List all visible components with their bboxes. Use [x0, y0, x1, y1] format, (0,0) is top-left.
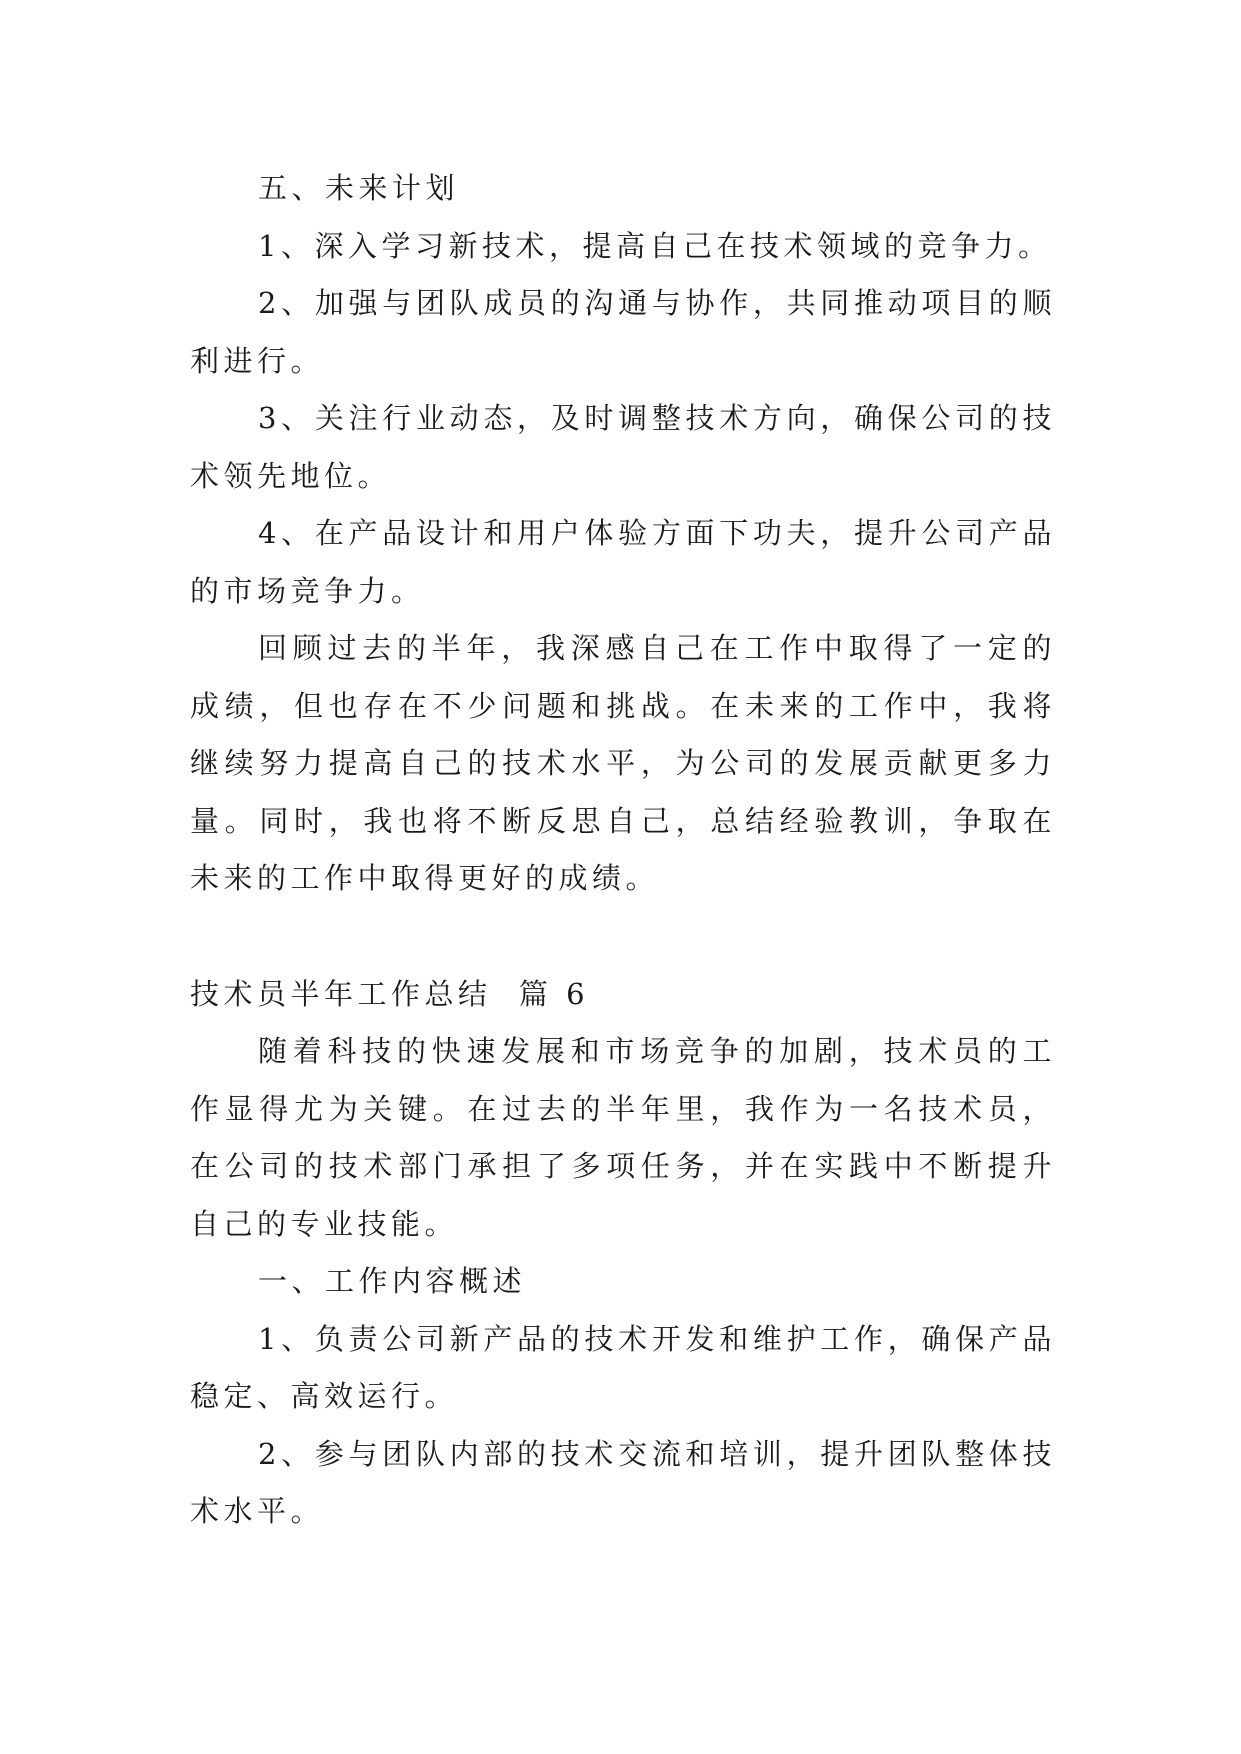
section-heading-future-plan: 五、未来计划 — [258, 171, 460, 205]
work-item-2: 2、参与团队内部的技术交流和培训，提升团队整体技术水平。 — [190, 1436, 1056, 1528]
plan-item-2: 2、加强与团队成员的沟通与协作，共同推动项目的顺利进行。 — [190, 286, 1056, 378]
plan-item-3: 3、关注行业动态，及时调整技术方向，确保公司的技术领先地位。 — [190, 401, 1056, 493]
intro-paragraph: 随着科技的快速发展和市场竞争的加剧，技术员的工作显得尤为关键。在过去的半年里，我作为一名技术员，在公司的技术部门承担了多项任务，并在实践中不断提升自己的专业技能。 — [190, 1034, 1056, 1241]
work-item-1: 1、负责公司新产品的技术开发和维护工作，确保产品稳定、高效运行。 — [190, 1321, 1056, 1413]
plan-item-1: 1、深入学习新技术，提高自己在技术领域的竞争力。 — [258, 228, 1052, 263]
document-body — [190, 160, 1056, 1541]
section-heading-work-overview: 一、工作内容概述 — [258, 1264, 527, 1298]
conclusion-paragraph: 回顾过去的半年，我深感自己在工作中取得了一定的成绩，但也存在不少问题和挑战。在未来的工作中，我将继续努力提高自己的技术水平，为公司的发展贡献更多力量。同时，我也将不断反思自己，总结经验教训，争取在未来的工作中取得更好的成绩。 — [190, 631, 1056, 895]
section-spacer — [190, 908, 1056, 966]
plan-item-4: 4、在产品设计和用户体验方面下功夫，提升公司产品的市场竞争力。 — [190, 516, 1056, 608]
article-title: 技术员半年工作总结 篇 6 — [190, 976, 590, 1011]
